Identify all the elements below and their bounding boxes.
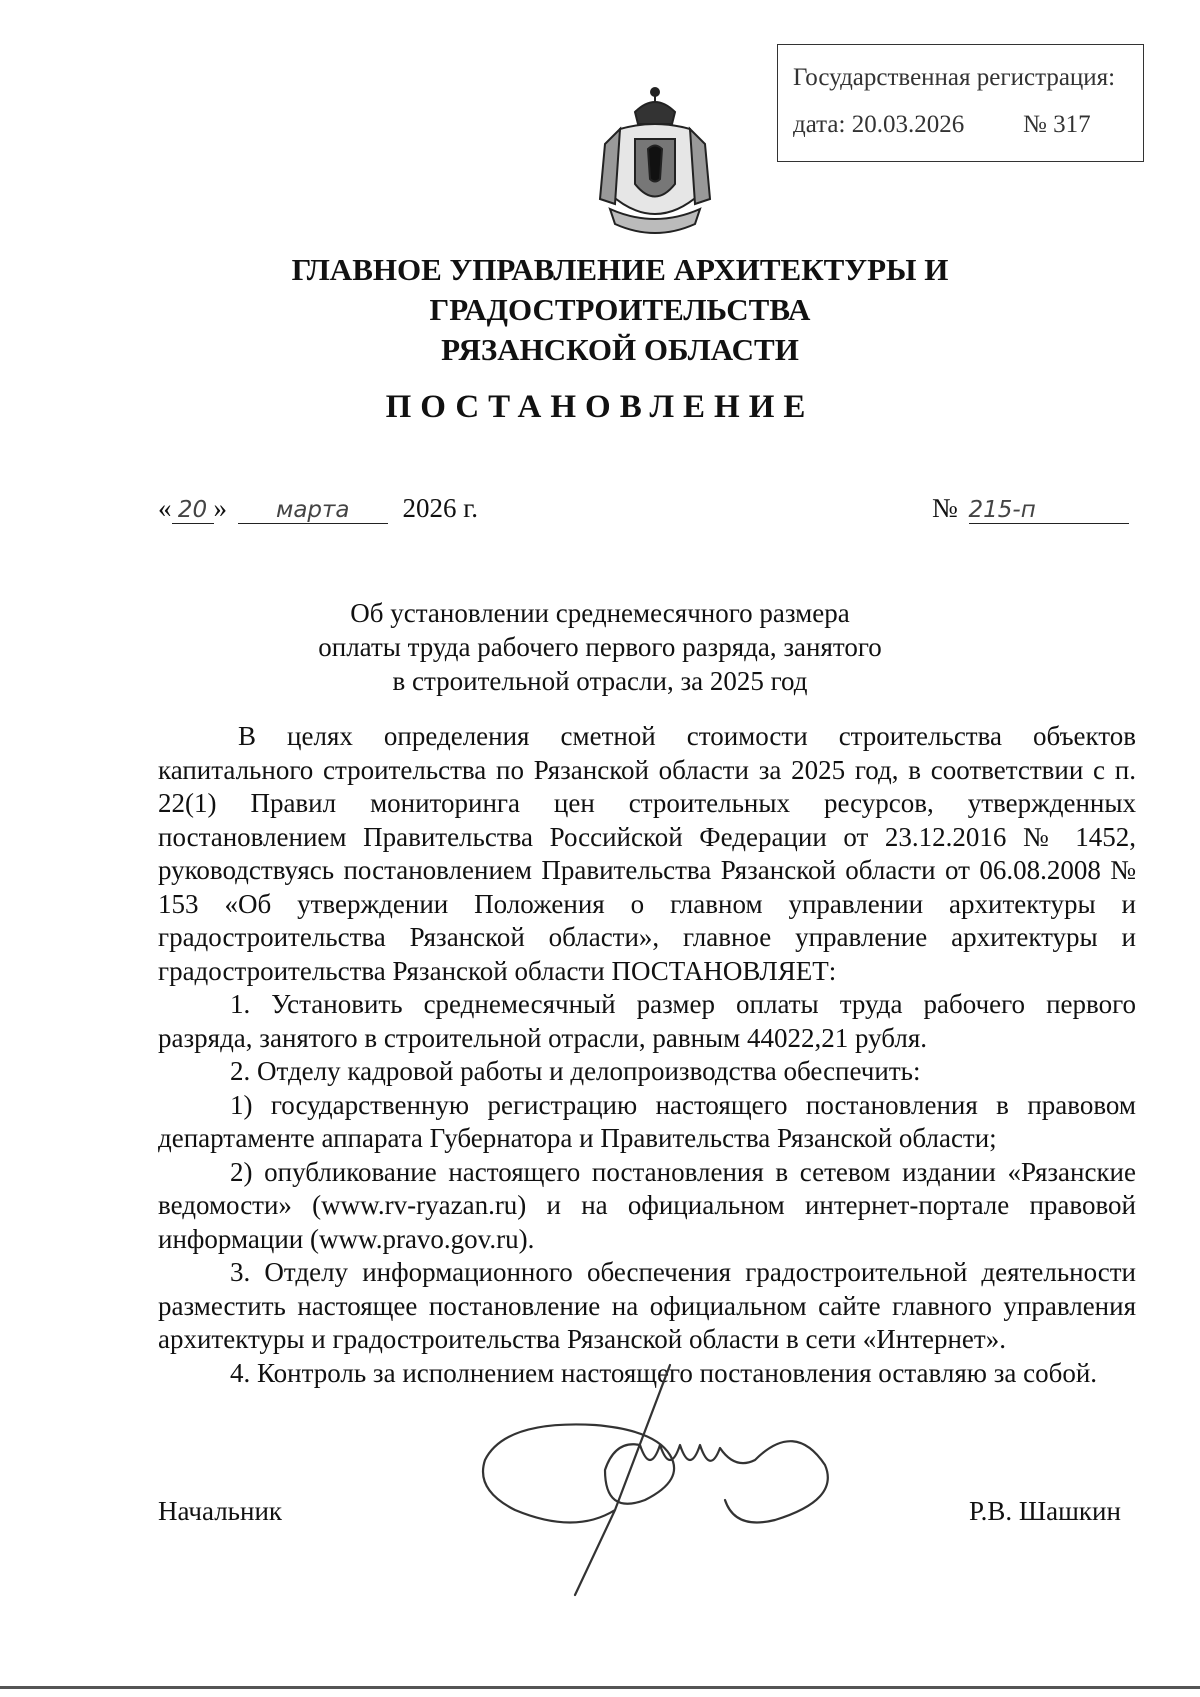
- item-2: 2. Отделу кадровой работы и делопроизводства обеспечить:: [230, 1056, 921, 1086]
- signatory-position: Начальник: [158, 1496, 283, 1526]
- subject-line-2: оплаты труда рабочего первого разряда, занятого: [318, 632, 882, 662]
- date-close-quote: »: [213, 493, 227, 523]
- document-type-title: ПОСТАНОВЛЕНИЕ: [385, 389, 815, 425]
- date-month: марта: [238, 497, 388, 524]
- signatory-name: Р.В. Шашкин: [969, 1496, 1121, 1526]
- document-subject: [300, 596, 900, 698]
- number-value: 215-п: [969, 497, 1129, 524]
- registration-stamp: [777, 44, 1144, 162]
- registration-date: дата: 20.03.2026: [793, 111, 965, 138]
- handwritten-signature: [455, 1350, 875, 1600]
- organization-name: [120, 250, 1120, 370]
- date-day: 20: [172, 497, 214, 524]
- registration-title: Государственная регистрация:: [793, 64, 1116, 91]
- preamble-paragraph: В целях определения сметной стоимости строительства объектов капитального строительства по Рязанской области за 2025 год, в соответствии с п. 22(1) Правил мониторинга цен строительных ресурсов, утвержденных постановлением Правительства Российской Федерации от 23.12.2016 № 1452, руководствуясь постановлением Правительства Рязанской области от 06.08.2008 № 153 «Об утверждении Положения о главном управлении архитектуры и градостроительства Рязанской области», главное управление архитектуры и градостроительства Рязанской области ПОСТАНОВЛЯЕТ:: [158, 721, 1136, 986]
- item-2-2: 2) опубликование настоящего постановления в сетевом издании «Рязанские ведомости» (www.rv-ryazan.ru) и на официальном интернет-портале правовой информации (www.pravo.gov.ru).: [158, 1156, 1136, 1254]
- date-year: 2026 г.: [402, 493, 479, 523]
- document-body: [158, 720, 1136, 1390]
- registration-number: № 317: [1023, 111, 1091, 138]
- item-2-1: 1) государственную регистрацию настоящего постановления в правовом департаменте аппарата Губернатора и Правительства Рязанской области;: [158, 1089, 1136, 1153]
- number-label: №: [932, 493, 958, 523]
- date-open-quote: «: [158, 493, 172, 523]
- subject-line-1: Об установлении среднемесячного размера: [350, 598, 850, 628]
- coat-of-arms-icon: [580, 84, 730, 244]
- subject-line-3: в строительной отрасли, за 2025 год: [392, 666, 808, 696]
- item-1: 1. Установить среднемесячный размер оплаты труда рабочего первого разряда, занятого в строительной отрасли, равным 44022,21 рубля.: [158, 989, 1136, 1053]
- page-bottom-edge: [0, 1686, 1200, 1689]
- item-3: 3. Отделу информационного обеспечения градостроительной деятельности разместить настоящее постановление на официальном сайте главного управления архитектуры и градостроительства Рязанской области в сети «Интернет».: [158, 1257, 1136, 1354]
- document-date: [158, 493, 478, 524]
- organization-line-1: ГЛАВНОЕ УПРАВЛЕНИЕ АРХИТЕКТУРЫ И ГРАДОСТРОИТЕЛЬСТВА: [291, 252, 949, 327]
- item-4: 4. Контроль за исполнением настоящего постановления оставляю за собой.: [230, 1357, 1098, 1388]
- organization-line-2: РЯЗАНСКОЙ ОБЛАСТИ: [441, 332, 799, 367]
- document-number: [932, 493, 1129, 524]
